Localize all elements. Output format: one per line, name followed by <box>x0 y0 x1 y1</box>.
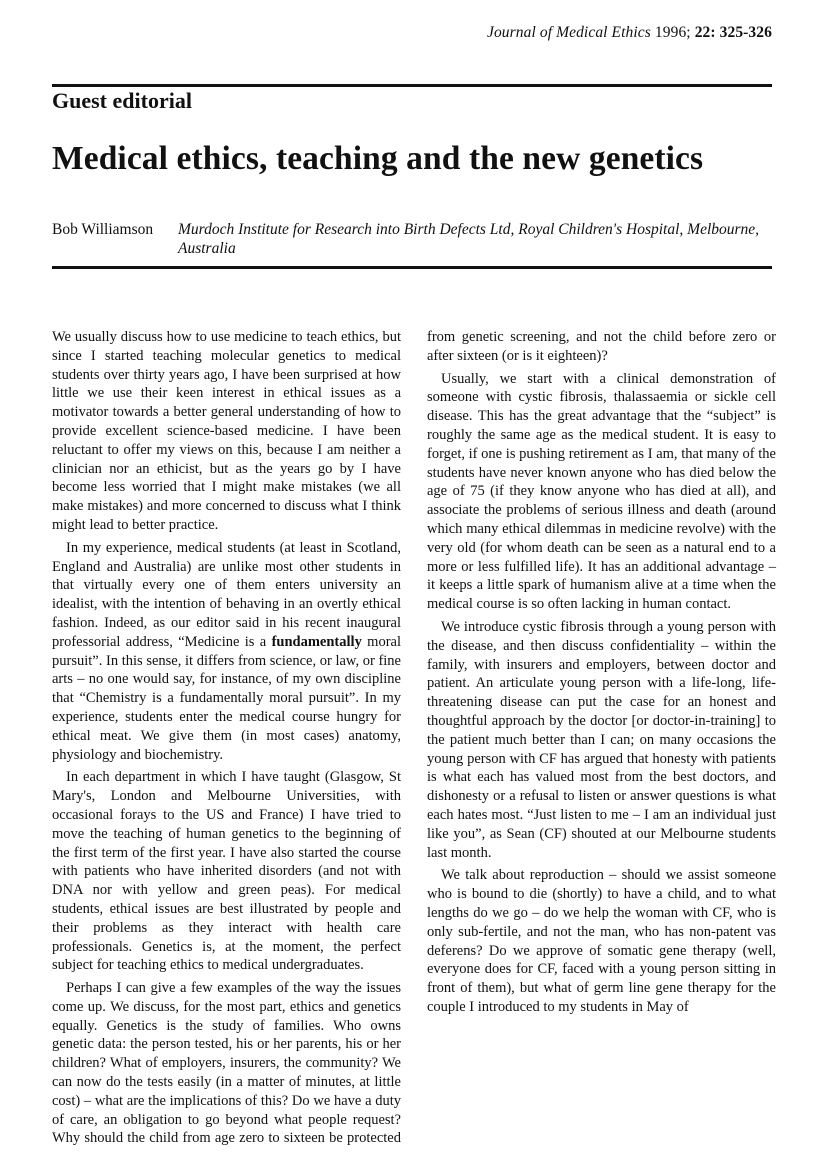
body-paragraph-7: We talk about reproduction – should we assist someone who is bound to die (shortly) to have a child, and to what lengths do we go – do we help the woman with CF, who is only sub-fertile, and not the man, who has non-patent vas deferens? Do we approve of somatic gene therapy (well, everyone does for CF, faced with a young person sitting in front of them), but what of germ line gene therapy for the couple I introduced to my students in May of <box>427 867 776 1015</box>
author-name: Bob Williamson <box>52 221 154 238</box>
body-paragraph-3: In each department in which I have taught (Glasgow, St Mary's, London and Melbourne Universities, with occasional forays to the US and France) I have tried to move the teaching of human genetics to the beginning of the first term of the first year. I have also started the course with patients who have inherited disorders (and not with DNA nor with yellow and green peas). For medical students, ethical issues are best illustrated by people and their problems as they interact with health care professionals. Genetics is, at the moment, the perfect subject for teaching ethics to medical undergraduates. <box>52 769 401 974</box>
paragraph-text: moral pursuit”. In this sense, it differs from science, or law, or fine arts – no one would say, for instance, of my own discipline that “Chemistry is a fundamentally moral pursuit”. In my experience, students enter the medical course hungry for ethical meat. We give them (in most cases) anatomy, physiology and biochemistry. <box>52 633 401 763</box>
top-rule <box>52 84 772 87</box>
body-paragraph-1: We usually discuss how to use medicine to teach ethics, but since I started teaching molecular genetics to medical students over thirty years ago, I have been surprised at how little we use their keen interest in ethical issues as a motivator towards a better general understanding of how to provide excellent science-based medicine. I have been reluctant to offer my views on this, because I am neither a clinician nor an ethicist, but as the years go by I have become less worried that I might make mistakes (we all make mistakes) and more concerned to discuss what I think might lead to better practice. <box>52 329 401 533</box>
section-label: Guest editorial <box>52 88 192 113</box>
journal-name: Journal of Medical Ethics <box>486 24 651 41</box>
emphasis-fundamentally: fundamentally <box>271 633 362 650</box>
body-paragraph-6: We introduce cystic fibrosis through a young person with the disease, and then discuss confidentiality – within the family, with insurers and employers, between doctor and patient. An articulate young person with a life-long, life-threatening disease can put the case for an honest and thoughtful approach by the doctor [or doctor-in-training] to the patient much better than I can; on many occasions the young person with CF has argued that honesty with patients is what each has valued most from the best doctors, and dishonesty or a refusal to listen or answer questions is what each hates most. “Just listen to me – I am an individual just like you”, as Sean (CF) shouted at our Melbourne students last month. <box>427 618 776 861</box>
author-affiliation: Murdoch Institute for Research into Birth Defects Ltd, Royal Children's Hospital, Melbourne, Australia <box>178 221 760 257</box>
body-paragraph-5: Usually, we start with a clinical demonstration of someone with cystic fibrosis, thalassaemia or sickle cell disease. This has the great advantage that the “subject” is roughly the same age as the medical student. It is easy to forget, if one is pushing retirement as I am, that many of the students have never known anyone who has died below the age of 75 (if they know anyone who has died at all), and associate the problems of serious illness and death (around which many ethical dilemmas in medicine revolve) with the very old (for whom death can be seen as a natural end to a more or less fulfilled life). It has an additional advantage – it keeps a little spark of humanism alive at a time when the medical course is so often lacking in human contact. <box>427 370 776 613</box>
paragraph-text: In my experience, medical students (at least in Scotland, England and Australia) are unlike most other students in that virtually every one of them enters university an idealist, with the intention of behaving in an overtly ethical fashion. Indeed, as our editor said in his recent inaugural professorial address, “Medicine is a <box>52 539 401 650</box>
bottom-rule <box>52 266 772 269</box>
running-head <box>487 24 772 42</box>
article-body <box>52 328 776 1158</box>
volume-pages: 22: 325-326 <box>694 24 772 41</box>
article-title: Medical ethics, teaching and the new genetics <box>52 140 704 177</box>
journal-year: 1996; <box>654 24 691 41</box>
body-paragraph-2 <box>52 539 401 765</box>
body-paragraph-4: Perhaps I can give a few examples of the way the issues come up. We discuss, for the most part, ethics and genetics equally. Genetics is the study of families. Who owns genetic data: the person tested, his or her parents, his or her children? What of employers, insurers, the community? We can now do the tests easily (in a matter of minutes, at little cost) – what are the implications of this? Do we have a duty of care, an obligation to go beyond what people request? Why should the child from age zero to sixteen be protected from genetic screening, and not the child before zero or after sixteen (or is it eighteen)? <box>52 329 776 1147</box>
